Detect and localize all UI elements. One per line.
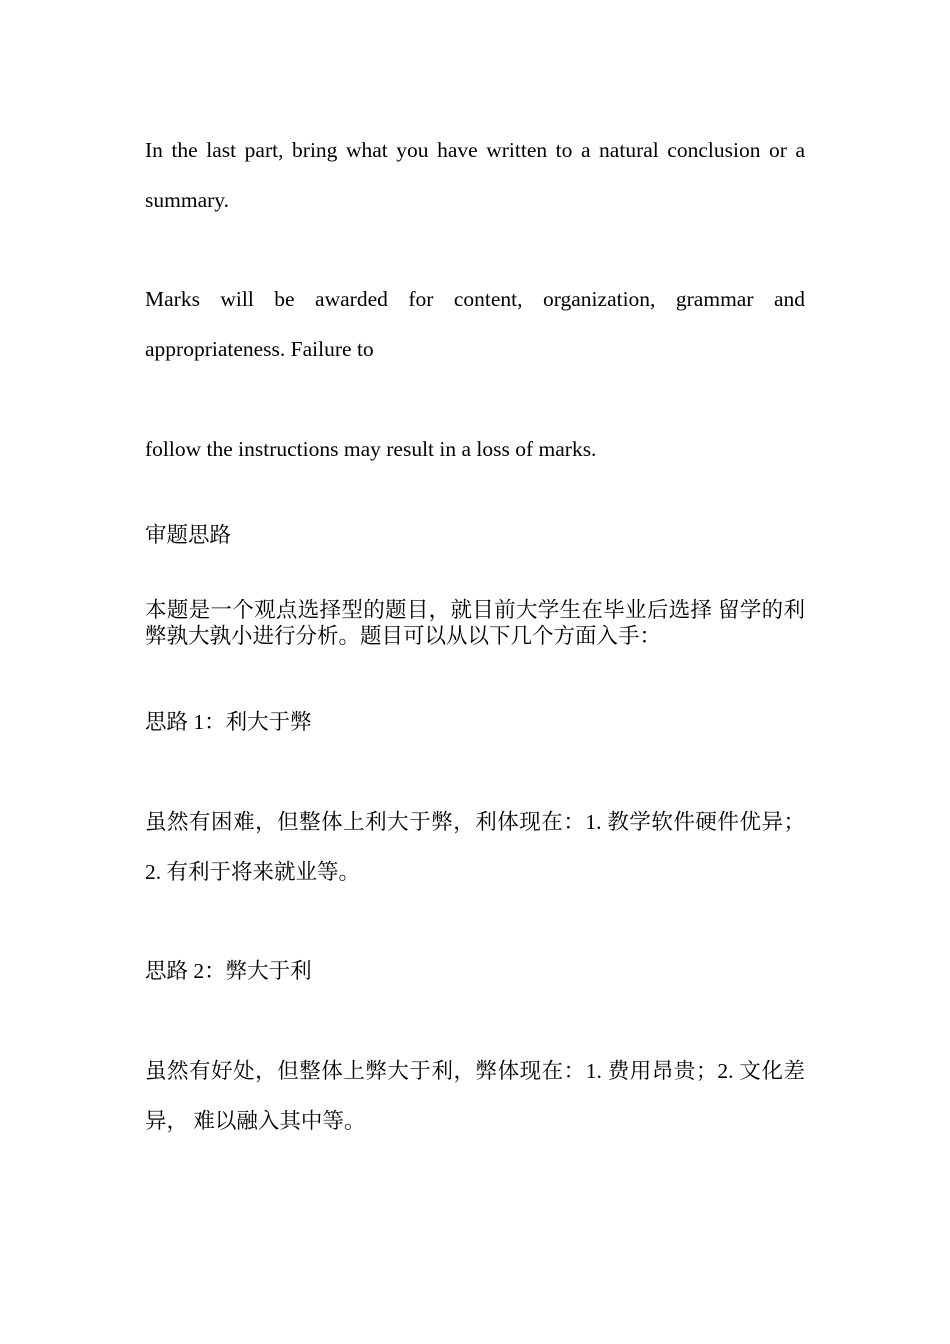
paragraph-topic-analysis: 本题是一个观点选择型的题目，就目前大学生在毕业后选择 留学的利弊孰大孰小进行分析。题目可以从以下几个方面入手： xyxy=(145,598,805,648)
heading-approach-2: 思路 2：弊大于利 xyxy=(145,959,312,983)
paragraph-instructions-warning: follow the instructions may result in a loss of marks. xyxy=(145,437,597,461)
section-heading-analysis: 审题思路 xyxy=(145,523,232,547)
paragraph-conclusion-instruction: In the last part, bring what you have written to a natural conclusion or a summary. xyxy=(145,138,805,212)
paragraph-approach-2-detail: 虽然有好处，但整体上弊大于利，弊体现在：1. 费用昂贵；2. 文化差异， 难以融入其中等。 xyxy=(145,1059,805,1133)
paragraph-approach-1-detail: 虽然有困难，但整体上利大于弊，利体现在：1. 教学软件硬件优异；2. 有利于将来就业等。 xyxy=(145,810,805,884)
paragraph-marks-criteria: Marks will be awarded for content, organization, grammar and appropriateness. Failure to xyxy=(145,287,805,361)
heading-approach-1: 思路 1：利大于弊 xyxy=(145,710,312,734)
